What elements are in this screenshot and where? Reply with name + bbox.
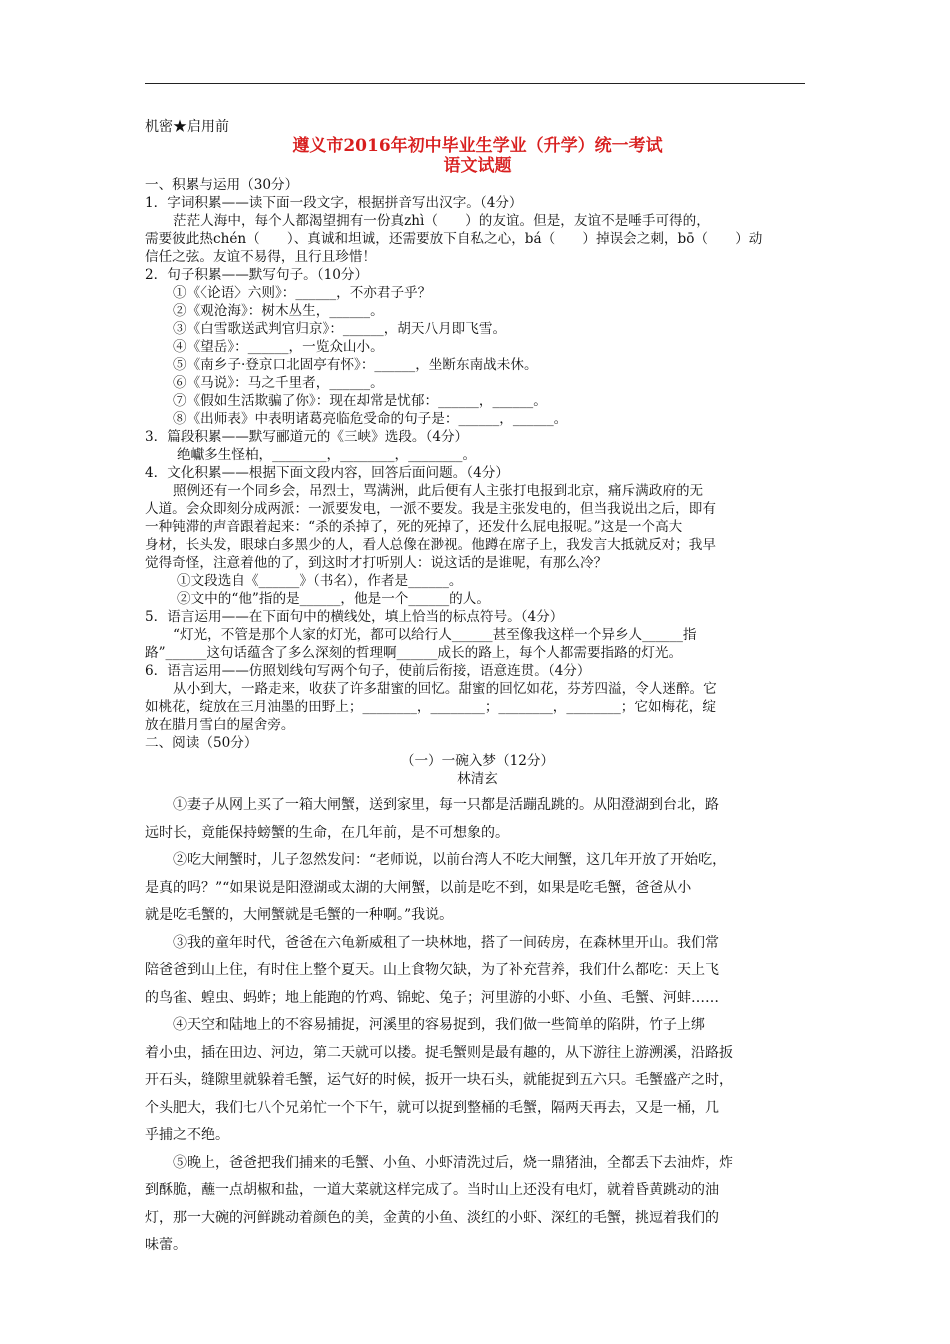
reading-paragraph: 乎捕之不绝。: [145, 1127, 229, 1143]
question-2-item: ⑧《出师表》中表明诸葛亮临危受命的句子是：______，______。: [173, 411, 568, 427]
question-4-item: ①文段选自《______》（书名），作者是______。: [177, 573, 463, 589]
question-5-text: 路”______这句话蕴含了多么深刻的哲理啊______成长的路上，每个人都需要指路的灯光。: [145, 645, 683, 661]
question-2-item: ⑤《南乡子·登京口北固亭有怀》：______，坐断东南战未休。: [173, 357, 538, 373]
question-4-title: 4．文化积累——根据下面文段内容，回答后面问题。（4分）: [145, 465, 509, 481]
reading-paragraph: ②吃大闸蟹时，儿子忽然发问：“老师说，以前台湾人不吃大闸蟹，这几年开放了开始吃，: [173, 852, 727, 868]
question-3-title: 3．篇段积累——默写郦道元的《三峡》选段。（4分）: [145, 429, 469, 445]
question-5-title: 5．语言运用——在下面句中的横线处，填上恰当的标点符号。（4分）: [145, 609, 564, 625]
reading-paragraph: 陪爸爸到山上住，有时住上整个夏天。山上食物欠缺，为了补充营养，我们什么都吃：天上飞: [145, 962, 719, 978]
question-4-text: 照例还有一个同乡会，吊烈士，骂满洲，此后便有人主张打电报到北京，痛斥满政府的无: [173, 483, 704, 499]
reading-paragraph: ①妻子从网上买了一箱大闸蟹，送到家里，每一只都是活蹦乱跳的。从阳澄湖到台北，路: [173, 797, 719, 813]
question-1-text: 需要彼此热chén（ ）、真诚和坦诚，还需要放下自私之心，bá（ ）掉误会之刺，bō（ ）动: [145, 231, 763, 247]
reading-paragraph: ⑤晚上，爸爸把我们捕来的毛蟹、小鱼、小虾清洗过后，烧一鼎猪油，全都丢下去油炸，炸: [173, 1154, 733, 1171]
section-heading: 一、积累与运用（30分）: [145, 177, 299, 193]
question-6-title: 6．语言运用——仿照划线句写两个句子，使前后衔接，语意连贯。（4分）: [145, 663, 591, 679]
reading-paragraph: 个头肥大，我们七八个兄弟忙一个下午，就可以捉到整桶的毛蟹，隔两天再去，又是一桶，几: [145, 1099, 719, 1116]
question-4-text: 人道。会众即刻分成两派：一派要发电，一派不要发。我是主张发电的，但当我说出之后，即有: [145, 501, 716, 517]
secret-label: 机密★启用前: [145, 119, 229, 135]
exam-title: 遵义市2016年初中毕业生学业（升学）统一考试: [292, 136, 663, 156]
question-5-text: “灯光，不管是那个人家的灯光，都可以给行人______甚至像我这样一个异乡人______指: [173, 627, 697, 643]
question-4-text: 身材，长头发，眼球白多黑少的人，看人总像在渺视。他蹲在席子上，我发言大抵就反对；我早: [145, 537, 716, 553]
question-6-text: 放在腊月雪白的屋舍旁。: [145, 717, 295, 733]
reading-paragraph: ④天空和陆地上的不容易捕捉，河溪里的容易捉到，我们做一些简单的陷阱，竹子上绑: [173, 1017, 705, 1033]
top-rule: [145, 83, 805, 84]
reading-author: 林清玄: [457, 771, 498, 787]
question-2-title: 2．句子积累——默写句子。（10分）: [145, 267, 369, 283]
question-6-text: 如桃花，绽放在三月油墨的田野上；________，________；________，________；它如梅花，绽: [145, 699, 716, 715]
question-6-text: 从小到大，一路走来，收获了许多甜蜜的回忆。甜蜜的回忆如花，芬芳四溢，令人迷醉。它: [173, 681, 717, 697]
reading-paragraph: 到酥脆，蘸一点胡椒和盐，一道大菜就这样完成了。当时山上还没有电灯，就着昏黄跳动的油: [145, 1182, 719, 1198]
reading-paragraph: 味蕾。: [145, 1237, 187, 1253]
question-4-item: ②文中的“他”指的是______，他是一个______的人。: [177, 591, 490, 607]
question-4-text: 觉得奇怪，注意着他的了，到这时才打听别人：说这话的是谁呢，有那么冷？: [145, 555, 608, 571]
question-2-item: ①《〈论语〉六则》：______，不亦君子乎？: [173, 285, 432, 301]
question-2-item: ⑦《假如生活欺骗了你》：现在却常是忧郁：______，______。: [173, 393, 547, 409]
question-2-item: ②《观沧海》：树木丛生，______。: [173, 303, 384, 319]
reading-paragraph: 的鸟雀、蝗虫、蚂蚱；地上能跑的竹鸡、锦蛇、兔子；河里游的小虾、小鱼、毛蟹、河蚌……: [145, 989, 719, 1006]
question-2-item: ③《白雪歌送武判官归京》：______，胡天八月即飞雪。: [173, 321, 507, 337]
exam-page: [145, 118, 810, 1260]
reading-paragraph: ③我的童年时代，爸爸在六龟新威租了一块林地，搭了一间砖房，在森林里开山。我们常: [173, 934, 719, 951]
reading-paragraph: 开石头，缝隙里就躲着毛蟹，运气好的时候，扳开一块石头，就能捉到五六只。毛蟹盛产之时，: [145, 1072, 733, 1088]
question-2-item: ④《望岳》：______，一览众山小。: [173, 339, 384, 355]
reading-paragraph: 灯，那一大碗的河鲜跳动着颜色的美，金黄的小鱼、淡红的小虾、深红的毛蟹，挑逗着我们的: [145, 1209, 719, 1226]
reading-title: （一）一碗入梦（12分）: [400, 753, 555, 769]
question-1-text: 信任之弦。友谊不易得，且行且珍惜！: [145, 249, 377, 265]
question-1-title: 1．字词积累——读下面一段文字，根据拼音写出汉字。（4分）: [145, 195, 523, 211]
reading-paragraph: 远时长，竟能保持螃蟹的生命，在几年前，是不可想象的。: [145, 824, 509, 841]
reading-paragraph: 着小虫，插在田边、河边，第二天就可以搂。捉毛蟹则是最有趣的，从下游往上游溯溪，沿路扳: [145, 1044, 733, 1061]
question-4-text: 一种钝滞的声音跟着起来：“杀的杀掉了，死的死掉了，还发什么屁电报呢。”这是一个高大: [145, 519, 683, 535]
question-1-text: 茫茫人海中，每个人都渴望拥有一份真zhì（ ）的友谊。但是，友谊不是唾手可得的，: [173, 213, 710, 229]
reading-paragraph: 就是吃毛蟹的，大闸蟹就是毛蟹的一种啊。”我说。: [145, 907, 454, 923]
question-3-text: 绝巘多生怪柏，________，________，________。: [177, 447, 477, 463]
reading-paragraph: 是真的吗？”“如果说是阳澄湖或太湖的大闸蟹，以前是吃不到，如果是吃毛蟹，爸爸从小: [145, 879, 692, 896]
exam-subject: 语文试题: [443, 156, 512, 176]
section-heading: 二、阅读（50分）: [145, 735, 258, 751]
question-2-item: ⑥《马说》：马之千里者，______。: [173, 375, 384, 391]
